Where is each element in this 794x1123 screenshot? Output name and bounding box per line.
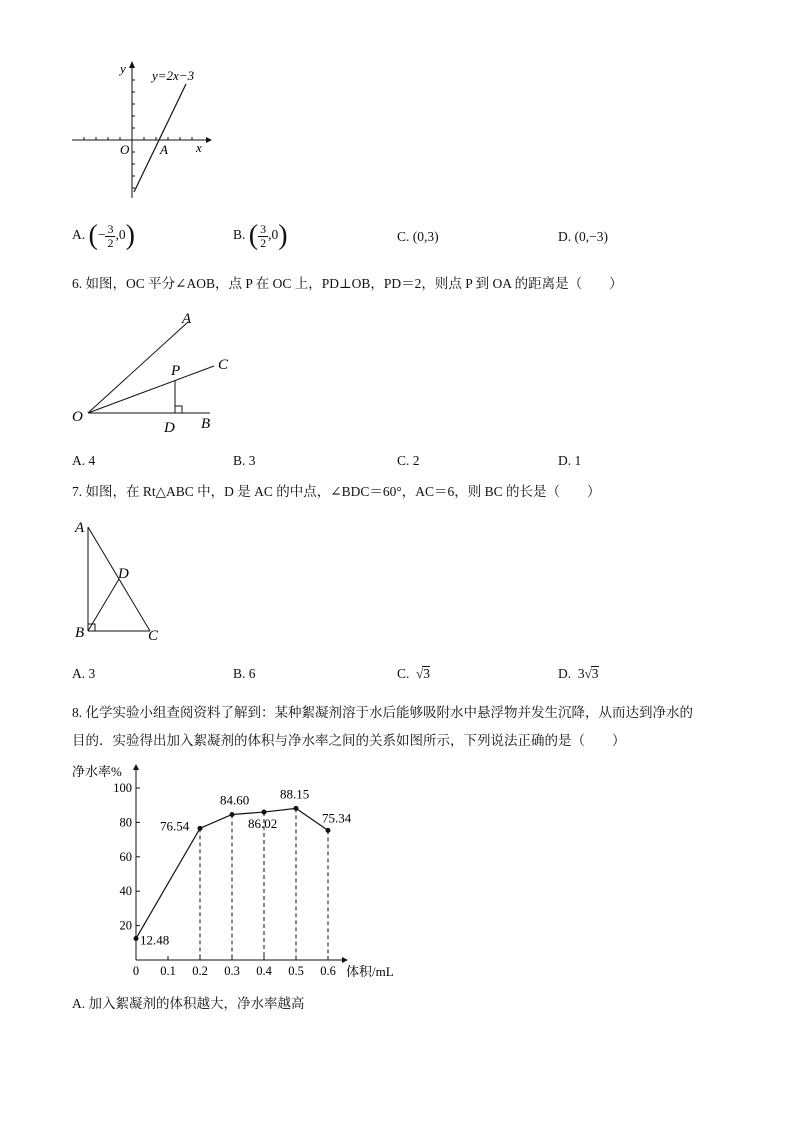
q7-label-a: A — [75, 520, 85, 536]
q7-option-d-radicand: 3 — [591, 666, 599, 681]
q8-x-arrow-icon — [342, 957, 348, 963]
q7-label-b: B — [75, 625, 85, 641]
q5-x-arrow-icon — [206, 137, 212, 143]
q8-stem-line-2: 目的．实验得出加入絮凝剂的体积与净水率之间的关系如图所示，下列说法正确的是（ ） — [72, 733, 626, 748]
q6-stem: 6. 如图，OC 平分∠AOB，点 P 在 OC 上，PD⊥OB，PD＝2，则点 P 到 OA 的距离是（ ） — [72, 276, 623, 291]
q8-data-point — [262, 810, 267, 815]
q7-segment-bd — [88, 579, 119, 631]
q5-option-a-fraction: $\frac{3}{2}$ — [107, 221, 114, 250]
q6-label-o: O — [72, 409, 83, 425]
q7-label-d: D — [118, 566, 129, 582]
q8-option-a[interactable]: A. 加入絮凝剂的体积越大，净水率越高 — [72, 996, 305, 1011]
q6-label-a: A — [182, 311, 192, 327]
q6-option-c[interactable]: C. 2 — [397, 453, 420, 468]
q8-x-tick-label: 0.4 — [256, 964, 272, 978]
q7-stem: 7. 如图，在 Rt△ABC 中，D 是 AC 的中点，∠BDC＝60°，AC＝6，则 BC 的长是（ ） — [72, 484, 601, 499]
q5-point-a-label: A — [160, 142, 168, 157]
q8-chart — [70, 758, 400, 984]
q8-data-label: 12.48 — [140, 932, 170, 948]
q5-option-b-fraction: $\frac{3}{2}$ — [260, 221, 267, 250]
q7-option-b[interactable]: B. 6 — [233, 666, 256, 681]
q6-label-p: P — [171, 363, 181, 379]
q8-x-tick-label: 0.2 — [192, 964, 208, 978]
q8-x-tick-label: 0.6 — [320, 964, 336, 978]
q8-x-tick-label: 0.1 — [160, 964, 176, 978]
q8-y-tick-label: 20 — [119, 918, 132, 933]
q5-function-line — [134, 84, 186, 192]
q8-data-label: 88.15 — [280, 786, 310, 802]
q6-figure — [66, 305, 246, 440]
q6-label-b: B — [201, 416, 211, 432]
q7-figure — [70, 515, 180, 647]
q8-data-label: 76.54 — [160, 818, 190, 834]
q5-option-c[interactable] — [397, 229, 439, 245]
q8-data-point — [134, 936, 139, 941]
q5-option-d-letter: D. — [558, 229, 572, 244]
q7-option-c[interactable]: C. √3 — [397, 666, 431, 681]
q5-y-arrow-icon — [129, 61, 135, 68]
q8-y-tick-label: 80 — [119, 815, 132, 830]
q6-right-angle-icon — [175, 406, 182, 413]
q7-option-a[interactable]: A. 3 — [72, 666, 96, 681]
q8-x-tick-label: 0.5 — [288, 964, 304, 978]
q8-data-point — [294, 806, 299, 811]
q8-data-label: 75.34 — [322, 810, 352, 826]
q8-data-point — [326, 828, 331, 833]
q5-option-b[interactable]: B. ( $\frac{3}{2}$ ,0) — [233, 220, 288, 251]
q8-x-tick-label: 0.3 — [224, 964, 240, 978]
q6-option-a[interactable]: A. 4 — [72, 453, 96, 468]
q7-option-d[interactable]: D. 3√3 — [558, 666, 599, 681]
q8-x-tick-label: 0 — [132, 964, 140, 978]
q8-data-point — [198, 826, 203, 831]
q6-ray-oc — [88, 366, 214, 413]
q5-option-c-value: (0,3) — [412, 229, 439, 244]
q6-option-b[interactable]: B. 3 — [233, 453, 256, 468]
q5-option-d[interactable] — [558, 229, 608, 245]
q5-origin-label: O — [120, 142, 130, 157]
q8-y-tick-label: 100 — [113, 781, 132, 795]
q7-label-c: C — [148, 628, 159, 644]
q6-option-d[interactable]: D. 1 — [558, 453, 582, 468]
q7-option-c-radicand: 3 — [423, 666, 431, 681]
q8-data-point — [230, 812, 235, 817]
q8-y-tick-label: 40 — [119, 884, 132, 899]
q5-option-a[interactable]: A. (− $\frac{3}{2}$ ,0) — [72, 220, 135, 251]
q8-y-tick-label: 60 — [119, 849, 132, 864]
q8-y-axis-title: 净水率% — [72, 764, 122, 779]
q5-option-a-letter: A. — [72, 227, 86, 243]
q5-y-label: y — [120, 61, 126, 76]
q5-equation-label: y=2x−3 — [152, 68, 195, 83]
q5-graph — [66, 58, 216, 203]
q6-label-c: C — [218, 357, 229, 373]
q8-data-label: 86.02 — [248, 816, 278, 832]
q8-data-label: 84.60 — [220, 792, 250, 808]
q8-x-axis-title: 体积/mL — [346, 964, 394, 979]
q6-label-d: D — [164, 420, 175, 436]
q5-option-b-letter: B. — [233, 227, 246, 243]
q8-stem-line-1: 8. 化学实验小组查阅资料了解到：某种絮凝剂溶于水后能够吸附水中悬浮物并发生沉降，从而达到净水的 — [72, 705, 693, 720]
q8-y-arrow-icon — [133, 764, 139, 770]
q5-option-d-value: (0,−3) — [574, 229, 608, 244]
q5-x-label: x — [196, 140, 202, 155]
q5-option-c-letter: C. — [397, 229, 410, 244]
